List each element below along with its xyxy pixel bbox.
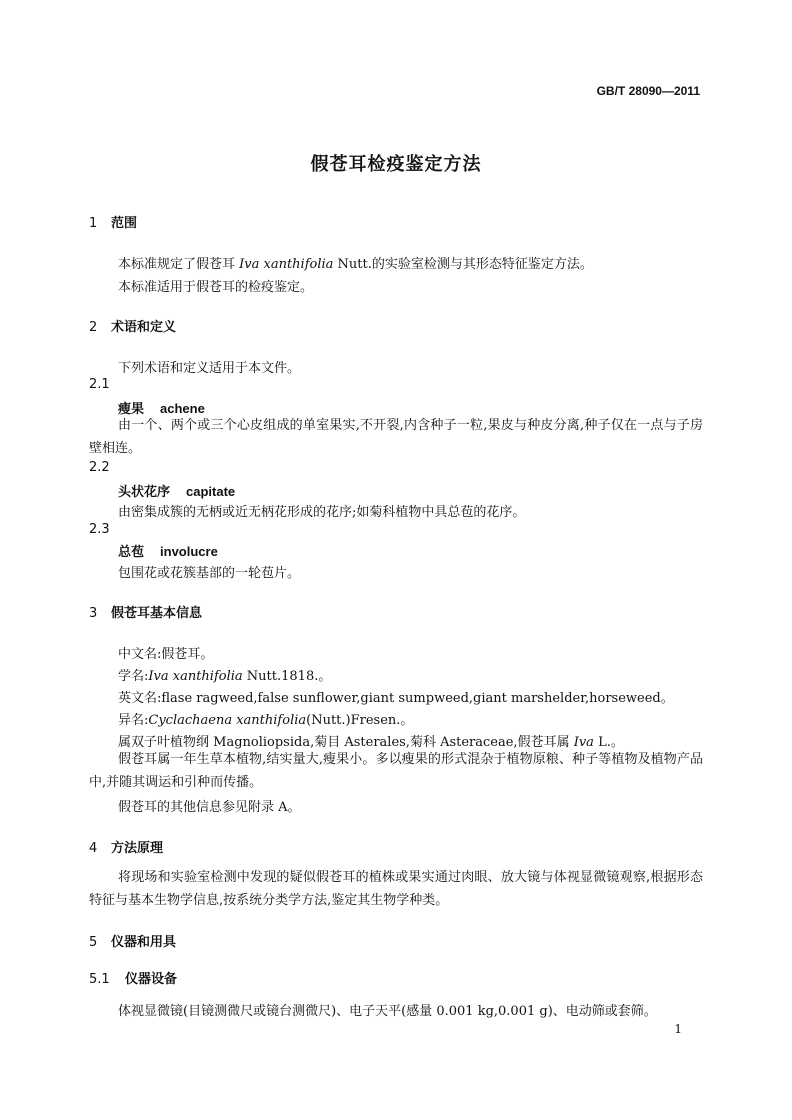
section-5-1-heading: 5.1 仪器设备: [89, 972, 178, 987]
section-4-heading: 4 方法原理: [89, 841, 164, 856]
section-2-intro: 下列术语和定义适用于本文件。: [118, 361, 301, 376]
taxonomy: 属双子叶植物纲 Magnoliopsida,菊目 Asterales,菊科 Asteraceae,假苍耳属 Iva L.。: [118, 735, 624, 750]
english-name: 英文名:flase ragweed,false sunflower,giant sumpweed,giant marshelder,horseweed。: [118, 691, 674, 706]
standard-number: GB/T 28090—2011: [596, 84, 700, 98]
section-1-para-2: 本标准适用于假苍耳的检疫鉴定。: [118, 280, 314, 295]
section-5-1-para: 体视显微镜(目镜测微尺或镜台测微尺)、电子天平(感量 0.001 kg,0.001 g)、电动筛或套筛。: [118, 1004, 657, 1019]
term-2-2-number: 2.2: [89, 460, 110, 475]
term-2-1: 瘦果 achene: [118, 401, 205, 417]
section-2-heading: 2 术语和定义: [89, 320, 177, 335]
document-title: 假苍耳检疫鉴定方法: [310, 154, 482, 175]
term-2-2: 头状花序 capitate: [118, 484, 236, 500]
term-2-1-definition: 由一个、两个或三个心皮组成的单室果实,不开裂,内含种子一粒,果皮与种皮分离,种子仅在一点与子房壁相连。: [89, 418, 703, 456]
scientific-name: 学名:Iva xanthifolia Nutt.1818.。: [118, 669, 332, 684]
term-2-1-number: 2.1: [89, 377, 110, 392]
section-1-para-1: 本标准规定了假苍耳 Iva xanthifolia Nutt.的实验室检测与其形态特征鉴定方法。: [118, 257, 593, 272]
chinese-name: 中文名:假苍耳。: [118, 647, 214, 662]
term-2-2-definition: 由密集成簇的无柄或近无柄花形成的花序;如菊科植物中具总苞的花序。: [118, 505, 526, 520]
section-4-para: 将现场和实验室检测中发现的疑似假苍耳的植株或果实通过肉眼、放大镜与体视显微镜观察,根据形态特征与基本生物学信息,按系统分类学方法,鉴定其生物学种类。: [89, 870, 703, 908]
section-5-heading: 5 仪器和用具: [89, 935, 177, 950]
term-2-3: 总苞 involucre: [118, 544, 218, 560]
section-1-heading: 1 范围: [89, 216, 138, 231]
section-3-heading: 3 假苍耳基本信息: [89, 606, 203, 621]
species-description: 假苍耳属一年生草本植物,结实量大,瘦果小。多以瘦果的形式混杂于植物原粮、种子等植物及植物产品中,并随其调运和引种而传播。: [89, 752, 703, 790]
synonym: 异名:Cyclachaena xanthifolia(Nutt.)Fresen.。: [118, 713, 414, 728]
term-2-3-definition: 包围花或花簇基部的一轮苞片。: [118, 566, 301, 581]
term-2-3-number: 2.3: [89, 522, 110, 537]
other-info-reference: 假苍耳的其他信息参见附录 A。: [118, 800, 301, 815]
page-number: 1: [674, 1022, 682, 1036]
